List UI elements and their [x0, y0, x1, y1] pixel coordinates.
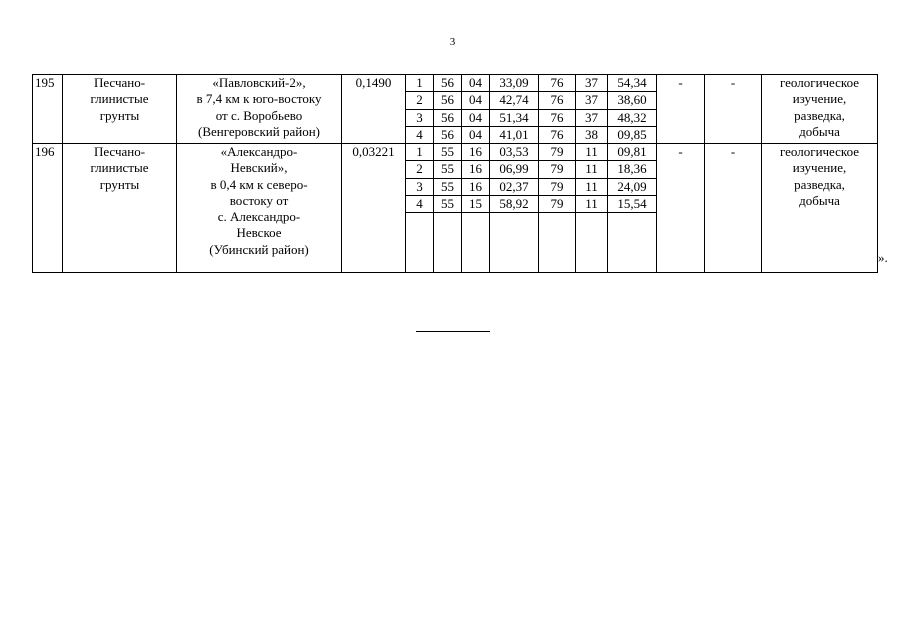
text-line: Песчано-	[93, 144, 146, 159]
dash-cell: -	[705, 144, 762, 273]
point-number: 1	[406, 75, 434, 92]
table-row	[33, 75, 878, 92]
lat-minutes: 04	[462, 109, 490, 126]
dash-cell: -	[657, 75, 705, 144]
lon-degrees: 79	[539, 161, 576, 178]
table-row	[33, 144, 878, 161]
lat-minutes: 16	[462, 144, 490, 161]
text-line: с. Александро-	[217, 209, 301, 224]
empty-cell	[608, 213, 657, 273]
point-number: 2	[406, 92, 434, 109]
lat-seconds: 51,34	[490, 109, 539, 126]
lon-seconds: 54,34	[608, 75, 657, 92]
lat-seconds: 03,53	[490, 144, 539, 161]
text-line: разведка,	[794, 176, 845, 192]
point-number: 3	[406, 109, 434, 126]
text-line: геологическое	[779, 144, 860, 159]
lon-seconds: 15,54	[608, 195, 657, 212]
location-cell	[177, 75, 342, 144]
lat-seconds: 06,99	[490, 161, 539, 178]
text-line: Невское	[236, 225, 282, 241]
text-line: изучение,	[792, 91, 847, 107]
purpose-cell	[762, 144, 878, 273]
text-line: Невский»,	[230, 160, 288, 176]
lat-seconds: 02,37	[490, 178, 539, 195]
record-number: 196	[33, 144, 63, 273]
purpose-cell	[762, 75, 878, 144]
lon-degrees: 76	[539, 109, 576, 126]
lon-minutes: 11	[576, 178, 608, 195]
lat-degrees: 55	[434, 144, 462, 161]
lon-degrees: 76	[539, 75, 576, 92]
point-number: 3	[406, 178, 434, 195]
lon-seconds: 38,60	[608, 92, 657, 109]
text-line: грунты	[99, 176, 140, 192]
empty-cell	[406, 213, 434, 273]
lon-seconds: 18,36	[608, 161, 657, 178]
footnote-divider	[416, 331, 490, 332]
lat-degrees: 56	[434, 92, 462, 109]
dash-cell: -	[657, 144, 705, 273]
lon-minutes: 11	[576, 161, 608, 178]
empty-cell	[434, 213, 462, 273]
lat-minutes: 04	[462, 92, 490, 109]
lon-degrees: 79	[539, 144, 576, 161]
lon-degrees: 79	[539, 195, 576, 212]
lon-seconds: 48,32	[608, 109, 657, 126]
lat-seconds: 33,09	[490, 75, 539, 92]
lat-seconds: 41,01	[490, 126, 539, 143]
point-number: 4	[406, 126, 434, 143]
text-line: востоку от	[229, 192, 289, 208]
lat-seconds: 58,92	[490, 195, 539, 212]
text-line: добыча	[799, 123, 840, 139]
text-line: Песчано-	[93, 75, 146, 90]
text-line: «Павловский-2»,	[212, 75, 306, 90]
text-line: изучение,	[792, 160, 847, 176]
lat-degrees: 56	[434, 109, 462, 126]
empty-cell	[490, 213, 539, 273]
lon-minutes: 37	[576, 75, 608, 92]
lon-minutes: 37	[576, 109, 608, 126]
text-line: в 7,4 км к юго-востоку	[196, 91, 322, 107]
point-number: 1	[406, 144, 434, 161]
lon-degrees: 76	[539, 126, 576, 143]
lon-degrees: 76	[539, 92, 576, 109]
lat-degrees: 55	[434, 161, 462, 178]
lat-minutes: 04	[462, 75, 490, 92]
text-line: глинистые	[90, 91, 149, 107]
soil-type-cell	[63, 75, 177, 144]
lat-degrees: 55	[434, 178, 462, 195]
lon-seconds: 09,85	[608, 126, 657, 143]
lat-degrees: 55	[434, 195, 462, 212]
lat-minutes: 16	[462, 178, 490, 195]
text-line: геологическое	[779, 75, 860, 90]
area-cell: 0,03221	[342, 144, 406, 273]
text-line: разведка,	[794, 107, 845, 123]
text-line: глинистые	[90, 160, 149, 176]
dash-cell: -	[705, 75, 762, 144]
text-line: грунты	[99, 107, 140, 123]
lon-seconds: 09,81	[608, 144, 657, 161]
point-number: 4	[406, 195, 434, 212]
text-line: добыча	[799, 192, 840, 208]
lat-minutes: 16	[462, 161, 490, 178]
area-cell: 0,1490	[342, 75, 406, 144]
soil-type-cell	[63, 144, 177, 273]
lat-seconds: 42,74	[490, 92, 539, 109]
text-line: (Венгеровский район)	[198, 123, 320, 139]
text-line: от с. Воробьево	[215, 107, 303, 123]
lon-minutes: 37	[576, 92, 608, 109]
registry-table	[32, 74, 878, 273]
lat-degrees: 56	[434, 126, 462, 143]
point-number: 2	[406, 161, 434, 178]
lat-degrees: 56	[434, 75, 462, 92]
lon-degrees: 79	[539, 178, 576, 195]
text-line: в 0,4 км к северо-	[210, 176, 308, 192]
lon-seconds: 24,09	[608, 178, 657, 195]
text-line: (Убинский район)	[209, 241, 309, 257]
lon-minutes: 11	[576, 195, 608, 212]
lat-minutes: 15	[462, 195, 490, 212]
lon-minutes: 11	[576, 144, 608, 161]
empty-cell	[576, 213, 608, 273]
record-number: 195	[33, 75, 63, 144]
lon-minutes: 38	[576, 126, 608, 143]
empty-cell	[539, 213, 576, 273]
text-line: «Александро-	[220, 144, 298, 159]
closing-quote-mark: ».	[878, 250, 888, 265]
location-cell	[177, 144, 342, 273]
page-number: 3	[449, 36, 456, 48]
lat-minutes: 04	[462, 126, 490, 143]
empty-cell	[462, 213, 490, 273]
